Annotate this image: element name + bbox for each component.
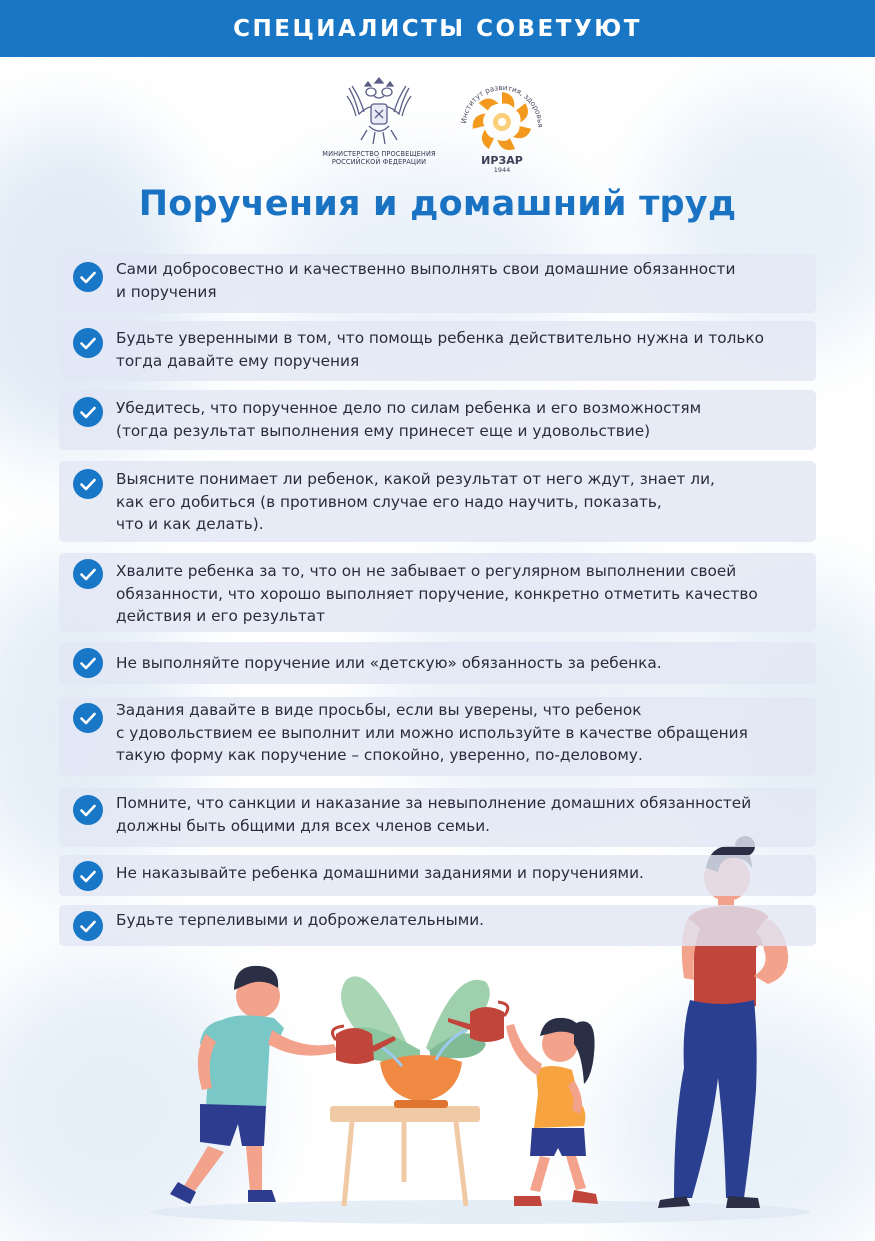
checkmark-icon	[73, 861, 103, 891]
ministry-name-line1: МИНИСТЕРСТВО ПРОСВЕЩЕНИЯ	[322, 150, 436, 158]
checkmark-icon	[73, 262, 103, 292]
tip-text: Не выполняйте поручение или «детскую» обязанность за ребенка.	[116, 654, 662, 672]
tip-card	[59, 461, 816, 542]
irzar-name: ИРЗАР	[481, 154, 523, 167]
tip-text: Убедитесь, что порученное дело по силам ребенка и его возможностям (тогда результат выполнения ему принесет еще и удовольствие)	[116, 399, 702, 440]
tip-text: Сами добросовестно и качественно выполнять свои домашние обязанности и поручения	[116, 260, 736, 301]
tip-text: Помните, что санкции и наказание за невыполнение домашних обязанностей должны быть общими для всех членов семьи.	[116, 794, 752, 835]
table	[330, 1106, 480, 1206]
tip-card	[59, 788, 816, 847]
tip-card	[59, 905, 816, 946]
checkmark-icon	[73, 648, 103, 678]
ministry-name-line2: РОССИЙСКОЙ ФЕДЕРАЦИИ	[331, 158, 427, 166]
checkmark-icon	[73, 397, 103, 427]
tip-card	[59, 390, 816, 450]
checkmark-icon	[73, 703, 103, 733]
tip-text: Будьте терпеливыми и доброжелательными.	[116, 911, 485, 929]
irzar-logo	[452, 70, 552, 178]
irzar-arc-text: Институт развития, здоровья	[459, 82, 546, 128]
double-headed-eagle-emblem-icon	[345, 72, 413, 148]
irzar-year: 1944	[493, 166, 511, 174]
checkmark-icon	[73, 469, 103, 499]
checkmark-icon	[73, 911, 103, 941]
tip-text: Задания давайте в виде просьбы, если вы уверены, что ребенок с удовольствием ее выполнит или можно используйте в качестве обращения такую форму как поручение – спокойно, уверенно, по-деловому.	[116, 701, 748, 764]
tip-card	[59, 553, 816, 632]
tip-text: Будьте уверенными в том, что помощь ребенка действительно нужна и только тогда давайте ему поручения	[116, 329, 764, 370]
logos-row	[0, 70, 875, 180]
ministry-logo	[322, 72, 436, 166]
checkmark-icon	[73, 795, 103, 825]
tip-card	[59, 321, 816, 381]
tip-card	[59, 642, 816, 684]
girl-figure	[448, 1002, 598, 1206]
page-title: Поручения и домашний труд	[138, 184, 737, 224]
tip-card	[59, 855, 816, 896]
header-banner	[0, 0, 875, 57]
checkmark-icon	[73, 328, 103, 358]
tip-card	[59, 697, 816, 776]
orange-flower-emblem-icon	[452, 70, 552, 174]
tip-text: Выясните понимает ли ребенок, какой результат от него ждут, знает ли, как его добиться (в противном случае его надо научить, показать, что и как делать).	[116, 470, 715, 533]
tip-text: Не наказывайте ребенка домашними заданиями и поручениями.	[116, 864, 644, 882]
checkmark-icon	[73, 559, 103, 589]
tip-card	[59, 254, 816, 313]
tip-text: Хвалите ребенка за то, что он не забывает о регулярном выполнении своей обязанности, что хорошо выполняет поручение, конкретно отметить качество действия и его результат	[116, 562, 758, 625]
header-title: СПЕЦИАЛИСТЫ СОВЕТУЮТ	[233, 15, 642, 42]
